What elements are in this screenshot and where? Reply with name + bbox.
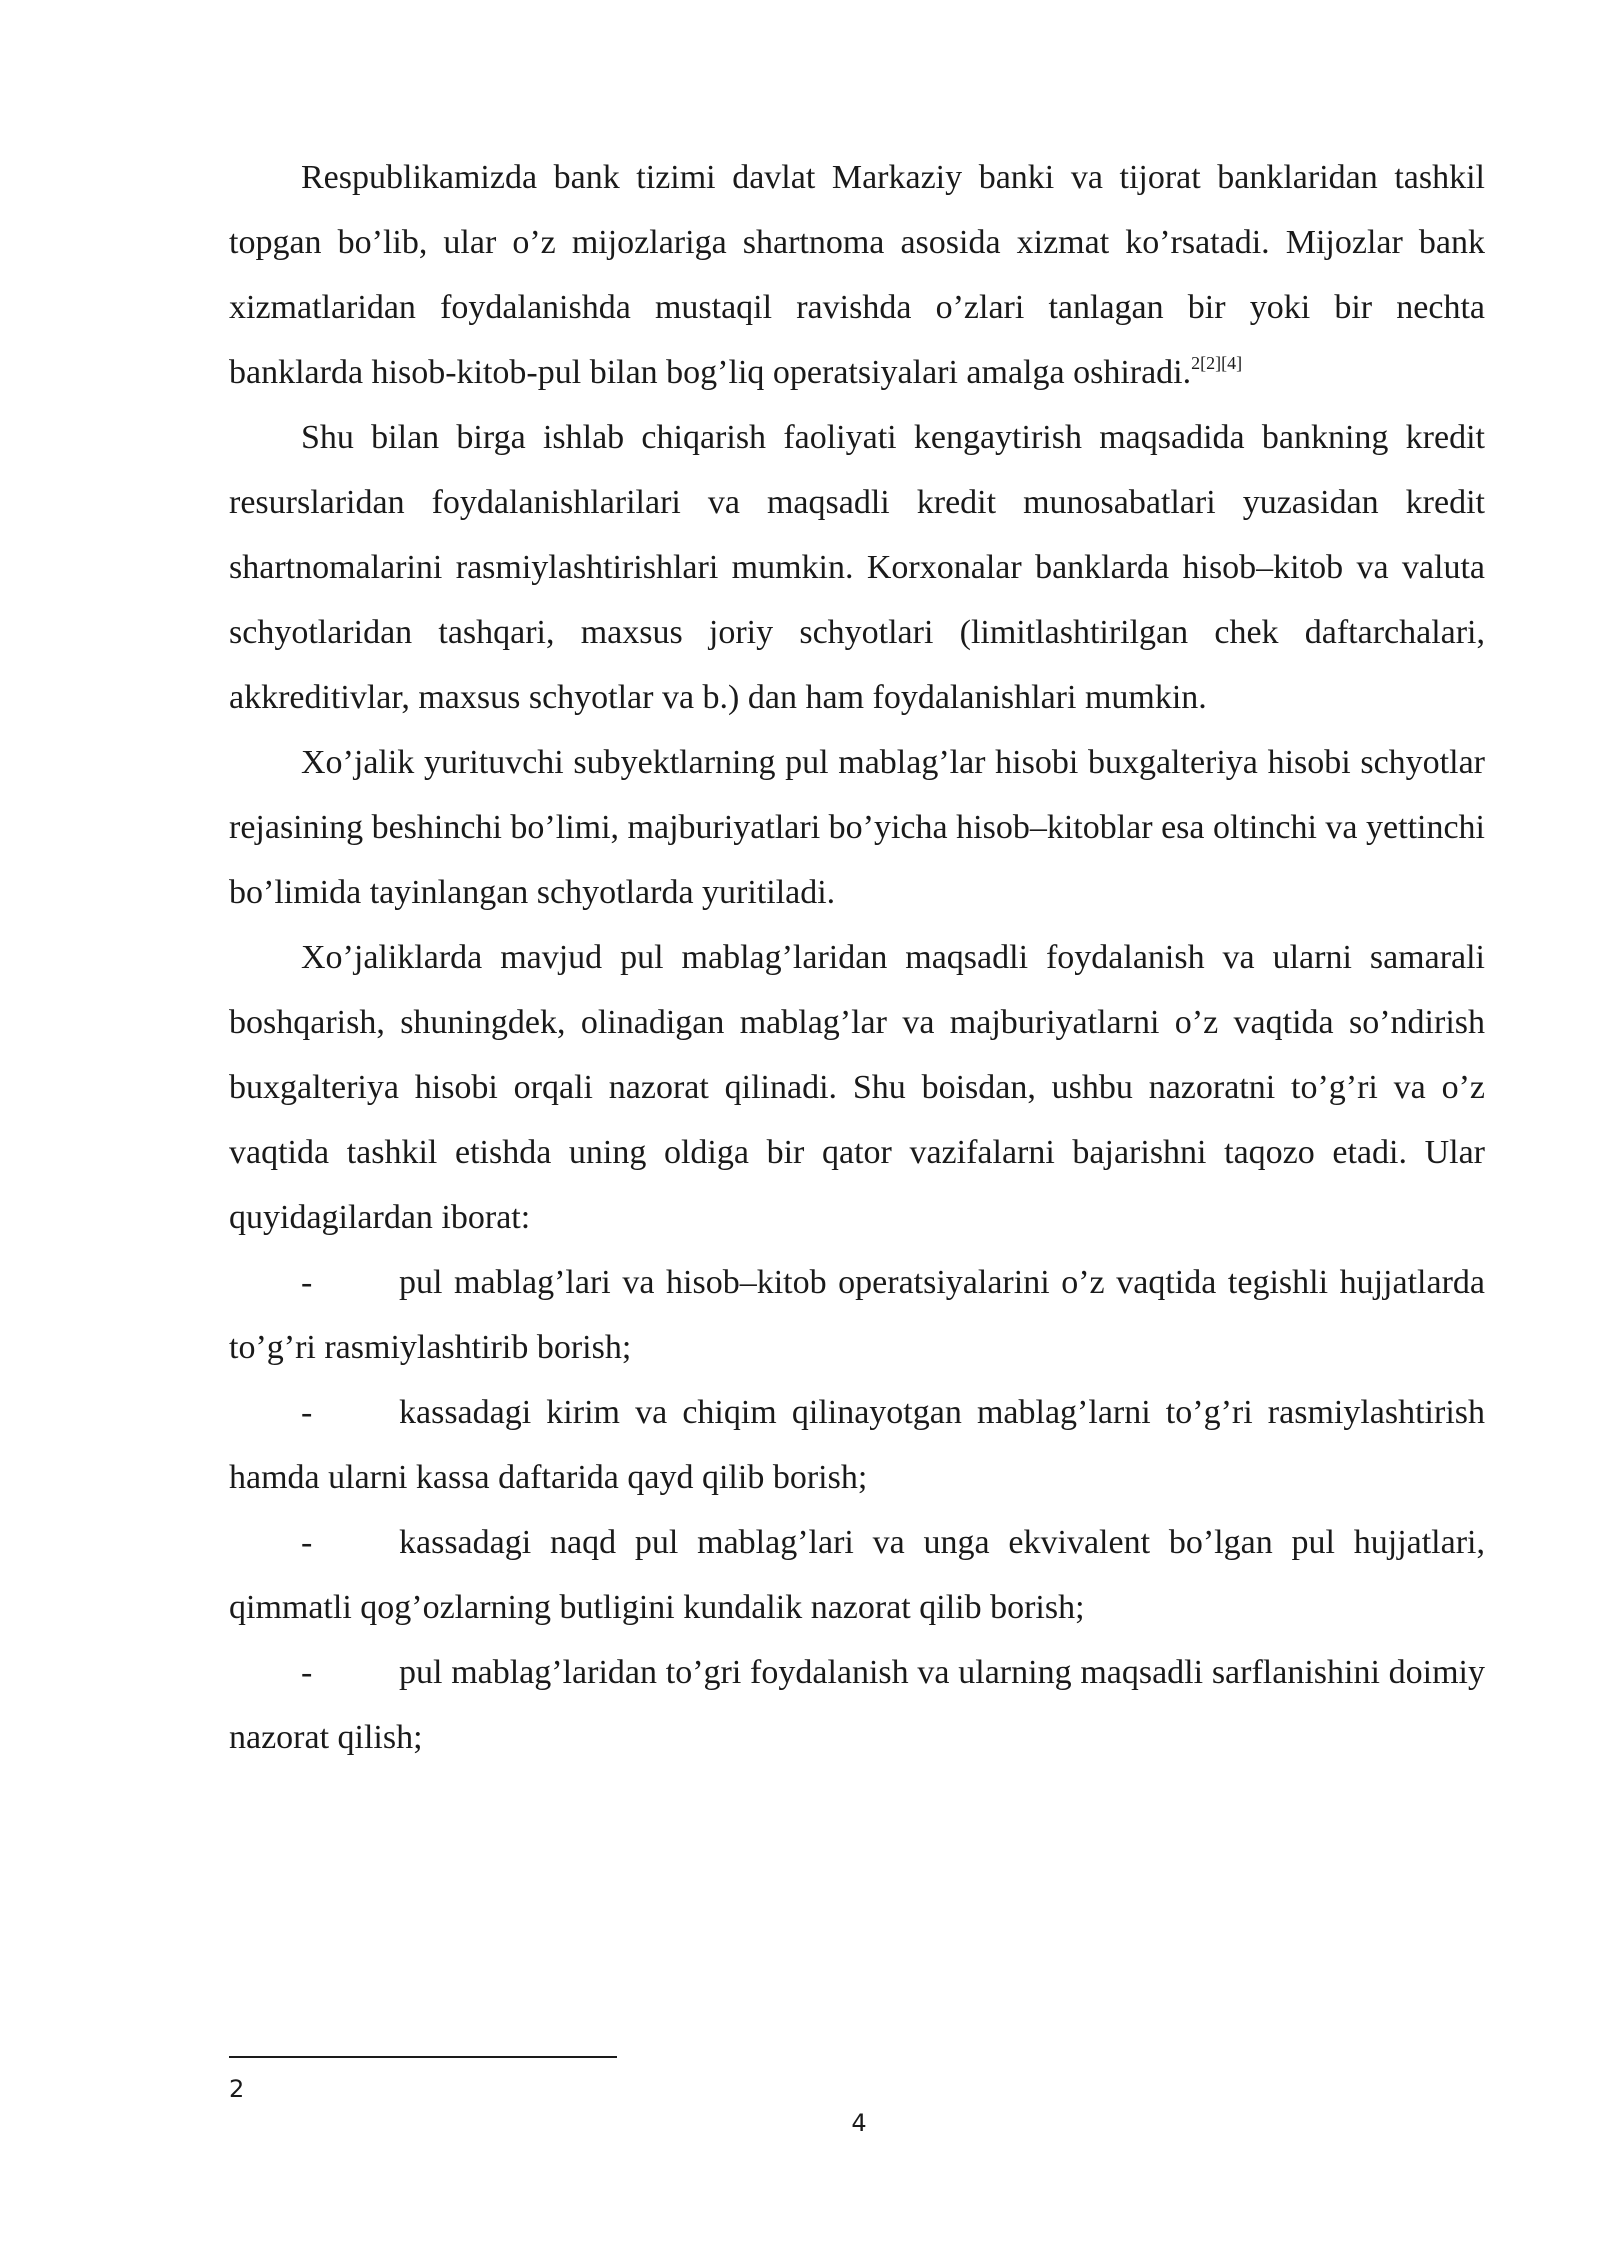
list-dash: - xyxy=(301,1264,313,1301)
paragraph-4: Xo’jaliklarda mavjud pul mablag’laridan maqsadli foydalanish va ularni samarali boshqarish, shuningdek, olinadigan mablag’lar va majburiyatlarni o’z vaqtida so’ndirish buxgalteriya hisobi orqali nazorat qilinadi. Shu boisdan, ushbu nazoratni to’g’ri va o’z vaqtida tashkil etishda uning oldiga bir qator vazifalarni bajarishni taqozo etadi. Ular quyidagilardan iborat: xyxy=(229,939,1485,1236)
list-item-text: kassadagi naqd pul mablag’lari va unga ekvivalent bo’lgan pul hujjatlari, qimmatli qog’ozlarning butligini kundalik nazorat qilib borish; xyxy=(229,1524,1485,1626)
paragraph-1-text: Respublikamizda bank tizimi davlat Markaziy banki va tijorat banklaridan tashkil topgan bo’lib, ular o’z mijozlariga shartnoma asosida xizmat ko’rsatadi. Mijozlar bank xizmatlaridan foydalanishda mustaqil ravishda o’zlari tanlagan bir yoki bir nechta banklarda hisob-kitob-pul bilan bog’liq operatsiyalari amalga oshiradi. xyxy=(229,159,1485,391)
page-number: 4 xyxy=(851,2109,867,2137)
paragraph-3: Xo’jalik yurituvchi subyektlarning pul mablag’lar hisobi buxgalteriya hisobi schyotlar rejasining beshinchi bo’limi, majburiyatlari bo’yicha hisob–kitoblar esa oltinchi va yettinchi bo’limida tayinlangan schyotlarda yuritiladi. xyxy=(229,744,1485,911)
paragraph-1 xyxy=(229,145,1485,405)
list-item xyxy=(229,1380,1485,1510)
footnote-separator xyxy=(229,2056,617,2058)
list-item xyxy=(229,1640,1485,1770)
list-item-text: kassadagi kirim va chiqim qilinayotgan mablag’larni to’g’ri rasmiylashtirish hamda ularni kassa daftarida qayd qilib borish; xyxy=(229,1394,1485,1496)
list-item-text: pul mablag’lari va hisob–kitob operatsiyalarini o’z vaqtida tegishli hujjatlarda to’g’ri rasmiylashtirib borish; xyxy=(229,1264,1485,1366)
footnote-number: 2 xyxy=(229,2075,245,2103)
list-dash: - xyxy=(301,1654,313,1691)
list-item xyxy=(229,1250,1485,1380)
list-dash: - xyxy=(301,1524,313,1561)
paragraph-2: Shu bilan birga ishlab chiqarish faoliyati kengaytirish maqsadida bankning kredit resurslaridan foydalanishlarilari va maqsadli kredit munosabatlari yuzasidan kredit shartnomalarini rasmiylashtirishlari mumkin. Korxonalar banklarda hisob–kitob va valuta schyotlaridan tashqari, maxsus joriy schyotlari (limitlashtirilgan chek daftarchalari, akkreditivlar, maxsus schyotlar va b.) dan ham foydalanishlari mumkin. xyxy=(229,419,1485,716)
list-item-text: pul mablag’laridan to’gri foydalanish va ularning maqsadli sarflanishini doimiy nazorat qilish; xyxy=(229,1654,1485,1756)
list-item xyxy=(229,1510,1485,1640)
document-body xyxy=(229,145,1485,1770)
footnote-reference[interactable]: 2[2][4] xyxy=(1191,352,1243,373)
list-dash: - xyxy=(301,1394,313,1431)
